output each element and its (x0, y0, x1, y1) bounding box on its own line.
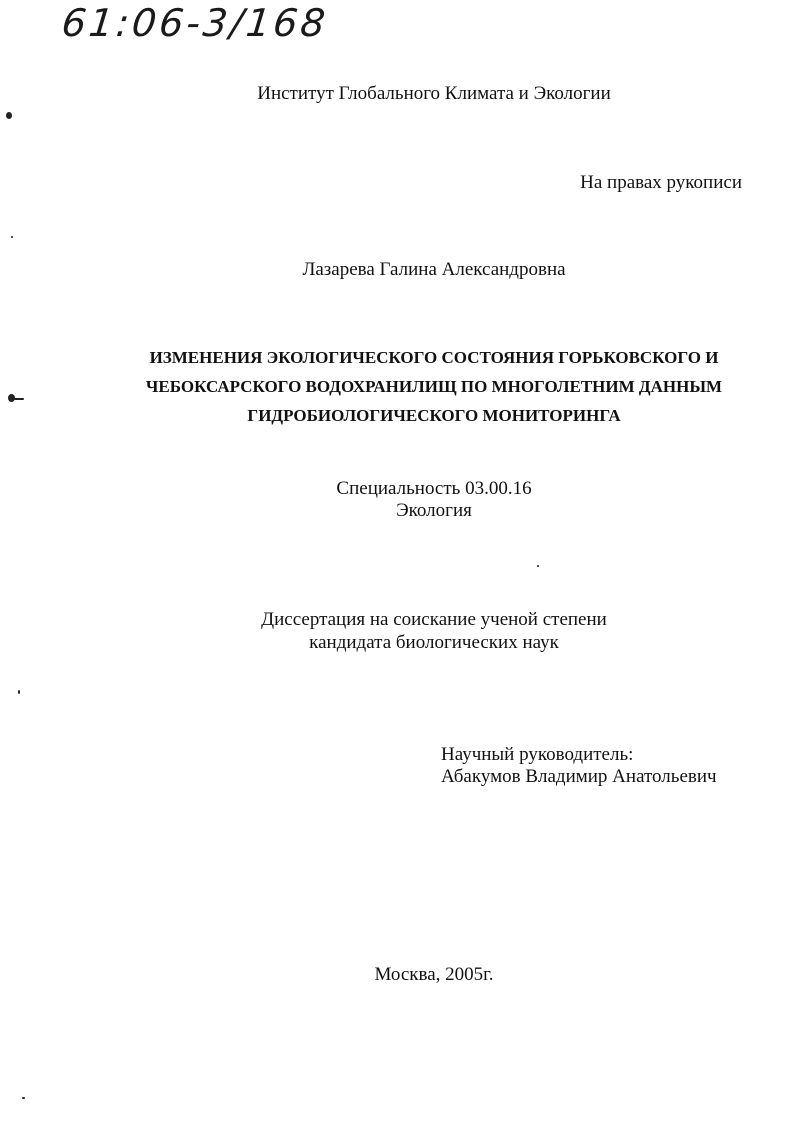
title-line-1: ИЗМЕНЕНИЯ ЭКОЛОГИЧЕСКОГО СОСТОЯНИЯ ГОРЬКОВСКОГО И (149, 348, 719, 367)
scan-speck (22, 1097, 25, 1099)
specialty-field: Экология (396, 500, 472, 521)
rights-notice: На правах рукописи (580, 172, 742, 193)
title-line-3: ГИДРОБИОЛОГИЧЕСКОГО МОНИТОРИНГА (247, 406, 621, 425)
city-year: Москва, 2005г. (374, 964, 494, 985)
handwritten-shelfmark: 61:06-3/168 (59, 1, 331, 45)
title-line-2: ЧЕБОКСАРСКОГО ВОДОХРАНИЛИЩ ПО МНОГОЛЕТНИМ ДАННЫМ (145, 377, 723, 396)
scan-speck (11, 236, 13, 238)
author-name: Лазарева Галина Александровна (302, 259, 566, 280)
dissertation-title (0, 343, 800, 430)
scan-speck (6, 112, 12, 119)
dissertation-purpose: Диссертация на соискание ученой степени (261, 609, 607, 630)
institute-name: Институт Глобального Климата и Экологии (257, 83, 611, 104)
specialty-code: Специальность 03.00.16 (336, 478, 532, 499)
scan-speck (537, 565, 539, 567)
scan-speck (14, 398, 24, 400)
supervisor-name: Абакумов Владимир Анатольевич (441, 766, 717, 787)
supervisor-label: Научный руководитель: (441, 744, 634, 765)
scan-speck (18, 690, 20, 694)
academic-degree: кандидата биологических наук (309, 632, 559, 653)
